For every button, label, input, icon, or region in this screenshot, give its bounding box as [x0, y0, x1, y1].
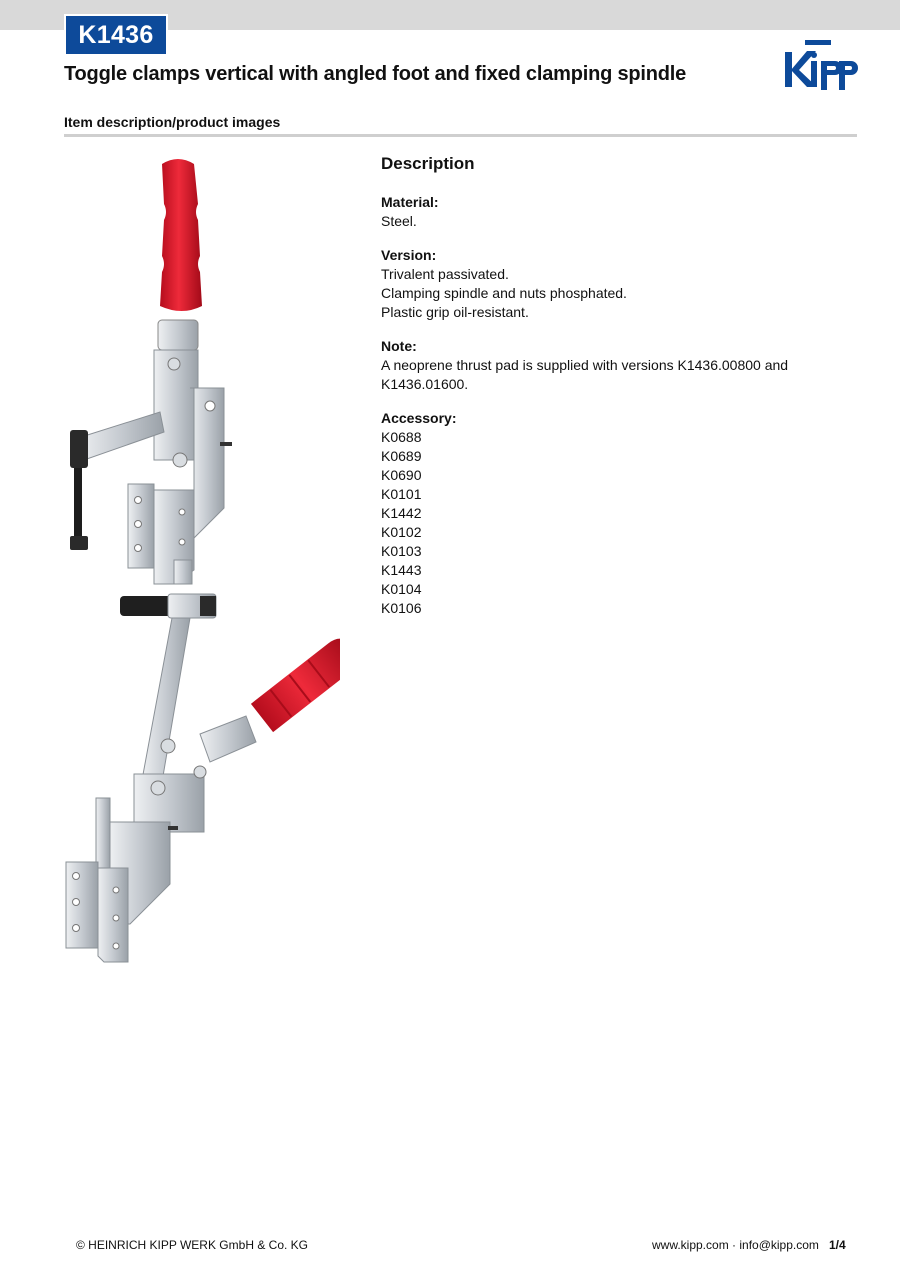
version-block: [381, 246, 861, 322]
product-code-badge: K1436: [64, 14, 168, 56]
accessory-block: [381, 409, 861, 618]
footer-contact: www.kipp.com · info@kipp.com: [652, 1238, 819, 1252]
version-label: Version:: [381, 247, 437, 263]
material-line: Steel.: [381, 213, 417, 229]
footer-copyright: © HEINRICH KIPP WERK GmbH & Co. KG: [76, 1238, 308, 1252]
version-line: Plastic grip oil-resistant.: [381, 304, 529, 320]
version-line: Clamping spindle and nuts phosphated.: [381, 285, 627, 301]
note-block: [381, 337, 861, 394]
accessory-item: K0688: [381, 429, 422, 445]
accessory-item: K1442: [381, 505, 422, 521]
clamp-open-image: [66, 594, 340, 962]
version-line: Trivalent passivated.: [381, 266, 509, 282]
kipp-logo: [783, 37, 859, 93]
page-title: Toggle clamps vertical with angled foot and fixed clamping spindle: [64, 63, 687, 85]
material-label: Material:: [381, 194, 439, 210]
footer-page-number: 1/4: [829, 1238, 846, 1252]
accessory-item: K1443: [381, 562, 422, 578]
accessory-item: K0106: [381, 600, 422, 616]
accessory-item: K0690: [381, 467, 422, 483]
product-images: [50, 150, 340, 980]
accessory-item: K0101: [381, 486, 422, 502]
accessory-label: Accessory:: [381, 410, 457, 426]
accessory-item: K0104: [381, 581, 422, 597]
description-panel: [381, 153, 861, 633]
description-heading: Description: [381, 154, 475, 173]
accessory-item: K0103: [381, 543, 422, 559]
section-divider: [64, 134, 857, 137]
accessory-item: K0689: [381, 448, 422, 464]
clamp-closed-image: [70, 159, 232, 584]
note-label: Note:: [381, 338, 417, 354]
accessory-item: K0102: [381, 524, 422, 540]
section-heading: Item description/product images: [64, 114, 281, 130]
note-line: A neoprene thrust pad is supplied with versions K1436.00800 and K1436.01600.: [381, 357, 789, 392]
material-block: [381, 193, 861, 231]
